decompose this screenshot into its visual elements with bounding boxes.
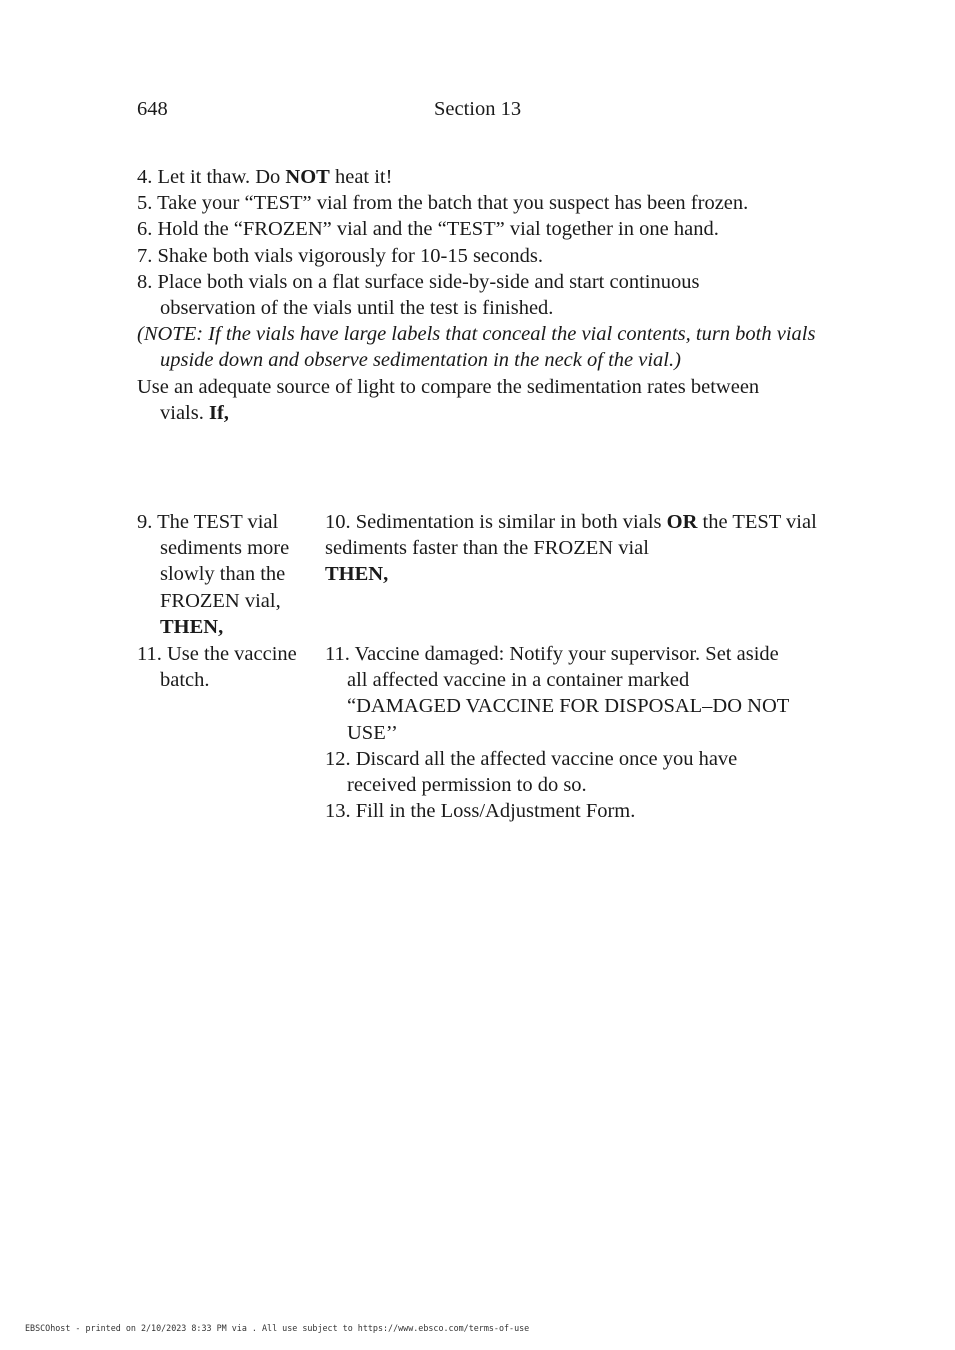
procedure-steps: [137, 164, 827, 426]
table-right-actions: [325, 641, 800, 824]
table-left-condition: 9. The TEST vial sediments more slowly than the FROZEN vial, THEN,: [137, 511, 290, 638]
note: (NOTE: If the vials have large labels that conceal the vial contents, turn both vials upside down and observe sedimentation in the neck of the vial.): [137, 323, 816, 372]
page-number: 648: [137, 98, 168, 120]
step-4: 4. Let it thaw. Do NOT heat it!: [137, 166, 393, 188]
table-left-action: 11. Use the vaccine batch.: [137, 643, 297, 692]
light-instruction: Use an adequate source of light to compare the sedimentation rates between vials. If,: [137, 375, 760, 424]
step-8: 8. Place both vials on a flat surface side-by-side and start continuous observation of the vials until the test is finished.: [137, 270, 700, 320]
action-12: 12. Discard all the affected vaccine once you have received permission to do so.: [325, 747, 738, 797]
emphasis-not: NOT: [285, 166, 330, 188]
table-right-condition: 10. Sedimentation is similar in both vials OR the TEST vial sediments faster than the FROZEN vial THEN,: [325, 511, 817, 586]
footer-notice: EBSCOhost - printed on 2/10/2023 8:33 PM via . All use subject to https://www.ebsco.com/terms-of-use: [25, 1323, 530, 1333]
step-7: 7. Shake both vials vigorously for 10-15 seconds.: [137, 244, 543, 267]
action-13: 13. Fill in the Loss/Adjustment Form.: [325, 800, 636, 823]
step-6: 6. Hold the “FROZEN” vial and the “TEST” vial together in one hand.: [137, 218, 719, 241]
section-title: Section 13: [434, 98, 522, 120]
action-11: 11. Vaccine damaged: Notify your supervisor. Set aside all affected vaccine in a container marked “DAMAGED VACCINE FOR DISPOSAL–DO NOT USE’’: [325, 643, 789, 744]
step-5: 5. Take your “TEST” vial from the batch that you suspect has been frozen.: [137, 192, 749, 215]
